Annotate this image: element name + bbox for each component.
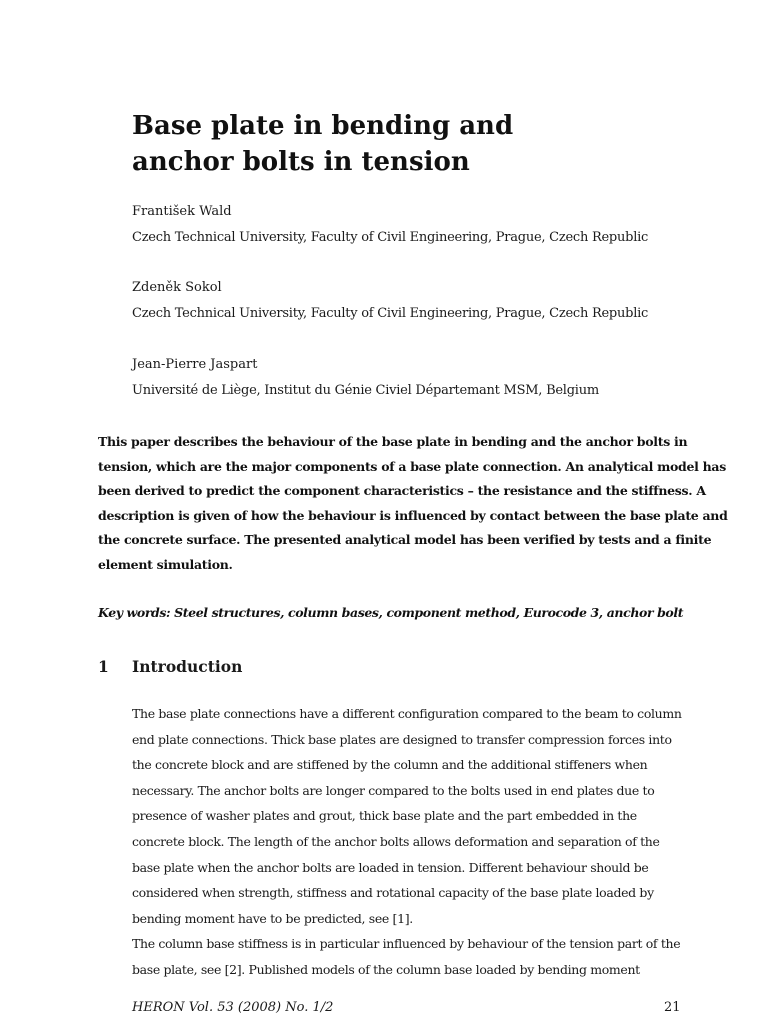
author-name: Zdeněk Sokol [132,280,222,295]
body-line: end plate connections. Thick base plates are designed to transfer compression forces into [132,731,672,747]
author-block [132,356,752,400]
author-affiliation: Université de Liège, Institut du Génie Civiel Départemant MSM, Belgium [132,383,599,398]
author-name: Jean-Pierre Jaspart [132,357,258,372]
body-line: considered when strength, stiffness and rotational capacity of the base plate loaded by [132,885,654,901]
body-line: presence of washer plates and grout, thick base plate and the part embedded in the [132,808,637,824]
body-line: The base plate connections have a different configuration compared to the beam to column [132,706,682,721]
body-line: the concrete block and are stiffened by the column and the additional stiffeners when [132,757,648,773]
body-line: The column base stiffness is in particular influenced by behaviour of the tension part of the [132,936,681,952]
abstract-line: tension, which are the major components of a base plate connection. An analytical model has [98,458,726,474]
body-line: concrete block. The length of the anchor bolts allows deformation and separation of the [132,833,660,849]
author-block [132,279,752,323]
paper-title [132,108,692,180]
body-line: necessary. The anchor bolts are longer compared to the bolts used in end plates due to [132,782,655,798]
abstract-line: element simulation. [98,556,233,572]
body-line: base plate, see [2]. Published models of the column base loaded by bending moment [132,961,640,977]
body-paragraph [132,701,692,983]
abstract-line: description is given of how the behaviour is influenced by contact between the base plate and [98,507,728,523]
abstract-line: This paper describes the behaviour of the base plate in bending and the anchor bolts in [98,434,688,449]
abstract-line: been derived to predict the component characteristics – the resistance and the stiffness. A [98,483,706,498]
title-line: anchor bolts in tension [132,147,470,177]
abstract-line: the concrete surface. The presented analytical model has been verified by tests and a finite [98,532,712,547]
keywords: Key words: Steel structures, column bases, component method, Eurocode 3, anchor bolt [98,605,684,620]
author-block [132,203,752,247]
title-line: Base plate in bending and [132,111,514,141]
section-number: 1 [98,657,109,676]
body-line: bending moment have to be predicted, see [1]. [132,910,413,926]
abstract [98,430,728,577]
page-number: 21 [664,1000,681,1015]
section-title: Introduction [132,657,243,676]
body-line: base plate when the anchor bolts are loaded in tension. Different behaviour should be [132,859,649,875]
journal-footer: HERON Vol. 53 (2008) No. 1/2 [132,1000,334,1015]
author-name: František Wald [132,204,232,219]
author-affiliation: Czech Technical University, Faculty of Civil Engineering, Prague, Czech Republic [132,306,649,321]
author-affiliation: Czech Technical University, Faculty of Civil Engineering, Prague, Czech Republic [132,230,649,245]
